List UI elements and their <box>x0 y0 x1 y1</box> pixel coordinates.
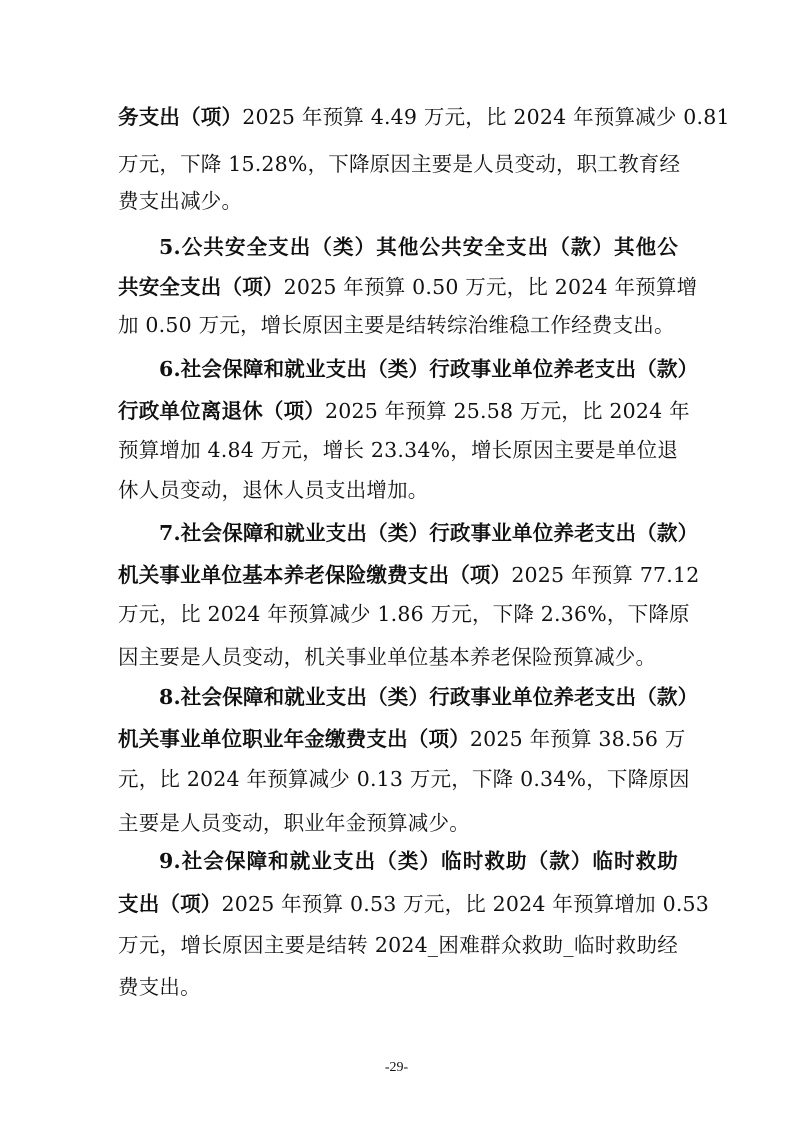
text-line: 万元，下降 15.28%，下降原因主要是人员变动，职工教育经 <box>118 152 681 176</box>
text-line: 5.公共安全支出（类）其他公共安全支出（款）其他公 <box>159 235 678 259</box>
text-line: 9.社会保障和就业支出（类）临时救助（款）临时救助 <box>159 849 678 873</box>
text-line: 万元，增长原因主要是结转 2024_困难群众救助_临时救助经 <box>118 933 678 957</box>
text-line: 万元，比 2024 年预算减少 1.86 万元，下降 2.36%，下降原 <box>118 602 690 626</box>
text-line: 机关事业单位基本养老保险缴费支出（项）2025 年预算 77.12 <box>118 563 700 587</box>
text-line: 行政单位离退休（项）2025 年预算 25.58 万元，比 2024 年 <box>118 399 690 423</box>
text-line: 费支出。 <box>118 975 201 999</box>
page-number: -29- <box>384 1060 409 1075</box>
text-line: 务支出（项）2025 年预算 4.49 万元，比 2024 年预算减少 0.81 <box>118 105 730 129</box>
text-line: 休人员变动，退休人员支出增加。 <box>118 478 429 502</box>
text-line: 元，比 2024 年预算减少 0.13 万元，下降 0.34%，下降原因 <box>118 767 690 791</box>
text-line: 8.社会保障和就业支出（类）行政事业单位养老支出（款） <box>159 685 699 709</box>
text-line: 费支出减少。 <box>118 189 243 213</box>
text-line: 共安全支出（项）2025 年预算 0.50 万元，比 2024 年预算增 <box>118 275 698 299</box>
text-line: 因主要是人员变动，机关事业单位基本养老保险预算减少。 <box>118 645 657 669</box>
text-line: 6.社会保障和就业支出（类）行政事业单位养老支出（款） <box>159 357 699 381</box>
text-line: 7.社会保障和就业支出（类）行政事业单位养老支出（款） <box>159 521 699 545</box>
text-line: 预算增加 4.84 万元，增长 23.34%，增长原因主要是单位退 <box>118 438 678 462</box>
text-line: 主要是人员变动，职业年金预算减少。 <box>118 811 470 835</box>
text-line: 支出（项）2025 年预算 0.53 万元，比 2024 年预算增加 0.53 <box>118 892 710 916</box>
text-line: 机关事业单位职业年金缴费支出（项）2025 年预算 38.56 万 <box>118 727 686 751</box>
text-line: 加 0.50 万元，增长原因主要是结转综治维稳工作经费支出。 <box>118 313 675 337</box>
